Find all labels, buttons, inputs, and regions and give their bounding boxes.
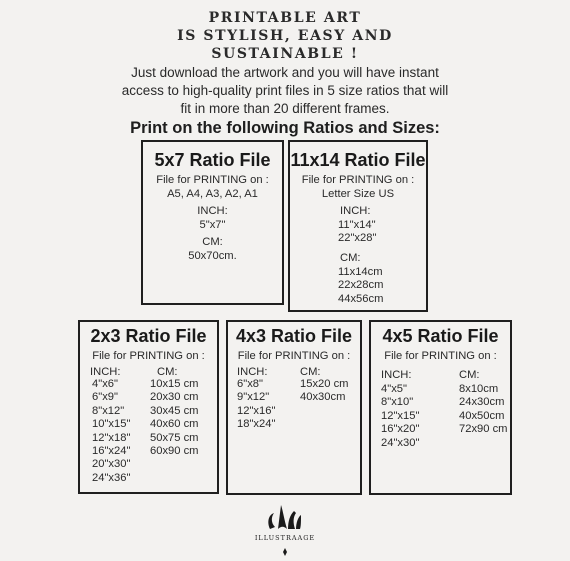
headline-line-2: IS STYLISH, EASY AND <box>177 28 393 44</box>
diamond-ornament-icon <box>281 543 289 551</box>
card-5x7 <box>141 140 284 305</box>
inch-label: INCH: <box>90 366 121 378</box>
inch-value: 20"x30" <box>92 458 131 471</box>
cm-values <box>150 378 199 458</box>
inch-value: 22"x28" <box>338 232 377 245</box>
printing-label: File for PRINTING on : <box>156 174 269 186</box>
cm-value: 20x30 cm <box>150 391 199 404</box>
cm-value: 15x20 cm <box>300 378 349 390</box>
card-4x5 <box>369 320 512 495</box>
inch-value: 9"x12" <box>237 391 270 404</box>
inch-value: 6"x8" <box>237 378 263 390</box>
cm-value: 60x90 cm <box>150 445 199 458</box>
inch-value: 6"x9" <box>92 391 118 404</box>
description-line-2: access to high-quality print files in 5 size ratios that will <box>121 83 449 98</box>
cm-label: CM: <box>202 236 223 248</box>
inch-value: 8"x10" <box>381 396 414 409</box>
inch-value: 4"x5" <box>381 383 407 395</box>
card-11x14 <box>288 140 428 312</box>
headline-line-3: SUSTAINABLE ! <box>211 46 359 62</box>
inch-label: INCH: <box>237 366 268 378</box>
inch-values <box>92 378 130 485</box>
card-2x3 <box>78 320 219 494</box>
brand-logo-icon <box>265 499 305 535</box>
printing-label: File for PRINTING on : <box>92 350 205 362</box>
card-title: 4x5 Ratio File <box>382 326 499 346</box>
brand-name: ILLUSTRAAGE <box>254 534 316 542</box>
cm-value: 50x70cm. <box>188 250 237 262</box>
inch-value: 12"x16" <box>237 404 276 417</box>
cm-value: 10x15 cm <box>150 378 199 390</box>
inch-value: 5"x7" <box>199 219 226 231</box>
section-title: Print on the following Ratios and Sizes: <box>130 119 440 137</box>
cm-values <box>338 266 383 306</box>
description-line-1: Just download the artwork and you will have instant <box>131 65 439 80</box>
inch-value: 11"x14" <box>338 219 376 231</box>
inch-values <box>237 378 275 432</box>
printing-label: File for PRINTING on : <box>384 350 497 362</box>
card-4x3 <box>226 320 362 495</box>
cm-value: 11x14cm <box>338 266 383 278</box>
cm-values <box>459 383 508 437</box>
inch-value: 24"x30" <box>381 436 420 449</box>
cm-label: CM: <box>157 366 178 378</box>
cm-value: 50x75 cm <box>150 431 199 444</box>
cm-value: 44x56cm <box>338 292 384 305</box>
inch-values <box>338 219 376 246</box>
inch-value: 16"x24" <box>92 445 131 458</box>
inch-value: 16"x20" <box>381 423 420 436</box>
printing-label: File for PRINTING on : <box>237 350 351 362</box>
cm-value: 40x50cm <box>459 409 505 422</box>
cm-label: CM: <box>300 366 321 378</box>
cm-value: 8x10cm <box>459 383 499 395</box>
card-title: 4x3 Ratio File <box>235 326 353 346</box>
inch-values <box>381 383 419 450</box>
inch-label: INCH: <box>340 205 371 217</box>
inch-value: 18"x24" <box>237 418 276 431</box>
inch-value: 8"x12" <box>92 404 125 417</box>
paper-sizes: A5, A4, A3, A2, A1 <box>167 188 258 200</box>
headline-line-1: PRINTABLE ART <box>208 10 362 26</box>
cm-value: 72x90 cm <box>459 423 508 436</box>
cm-value: 40x60 cm <box>150 418 199 431</box>
inch-value: 24"x36" <box>92 471 131 484</box>
cm-value: 30x45 cm <box>150 404 199 417</box>
card-title: 5x7 Ratio File <box>154 150 271 170</box>
inch-value: 12"x15" <box>381 409 420 422</box>
cm-label: CM: <box>459 369 480 381</box>
cm-values <box>300 378 349 405</box>
inch-value: 12"x18" <box>92 431 131 444</box>
card-title: 2x3 Ratio File <box>90 326 207 346</box>
inch-label: INCH: <box>381 369 412 381</box>
inch-value: 4"x6" <box>92 378 118 390</box>
description-line-3: fit in more than 20 different frames. <box>180 101 390 116</box>
card-title: 11x14 Ratio File <box>290 150 426 170</box>
cm-value: 40x30cm <box>300 391 346 404</box>
printing-label: File for PRINTING on : <box>301 174 415 186</box>
inch-value: 10"x15" <box>92 418 131 431</box>
paper-sizes: Letter Size US <box>321 188 395 200</box>
cm-value: 24x30cm <box>459 396 505 409</box>
cm-value: 22x28cm <box>338 279 384 292</box>
inch-label: INCH: <box>197 205 228 217</box>
cm-label: CM: <box>340 252 361 264</box>
